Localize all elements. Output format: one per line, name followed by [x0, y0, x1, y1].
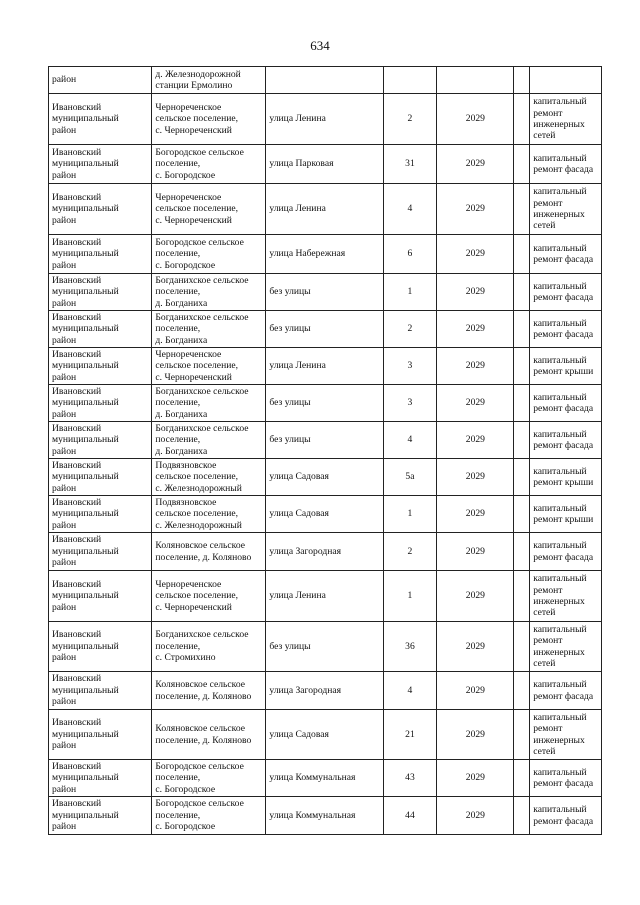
- cell-work-type: капитальный ремонт фасада: [530, 797, 602, 835]
- cell-work-type: капитальный ремонт фасада: [530, 422, 602, 459]
- cell-year: 2029: [437, 797, 514, 835]
- cell-blank: [514, 274, 530, 311]
- cell-district: Ивановский муниципальный район: [49, 311, 152, 348]
- cell-house: 44: [383, 797, 437, 835]
- cell-blank: [514, 797, 530, 835]
- cell-house: 6: [383, 235, 437, 274]
- cell-settlement: д. Железнодорожной станции Ермолино: [152, 67, 266, 94]
- table-row: [49, 311, 602, 348]
- table-row: [49, 571, 602, 622]
- cell-house: 2: [383, 533, 437, 571]
- cell-street: улица Садовая: [266, 459, 383, 496]
- cell-work-type: капитальный ремонт фасада: [530, 311, 602, 348]
- cell-settlement: Чернореченское сельское поселение, с. Чернореченский: [152, 184, 266, 235]
- cell-year: 2029: [437, 385, 514, 422]
- cell-blank: [514, 184, 530, 235]
- cell-street: улица Ленина: [266, 571, 383, 622]
- cell-blank: [514, 496, 530, 533]
- cell-house: 2: [383, 94, 437, 145]
- cell-year: 2029: [437, 274, 514, 311]
- cell-blank: [514, 94, 530, 145]
- cell-blank: [514, 145, 530, 184]
- cell-blank: [514, 311, 530, 348]
- cell-house: 4: [383, 422, 437, 459]
- cell-house: 21: [383, 710, 437, 760]
- table-row: [49, 274, 602, 311]
- repair-schedule-table: [48, 66, 602, 835]
- cell-settlement: Богородское сельское поселение, с. Богородское: [152, 235, 266, 274]
- cell-settlement: Богданихское сельское поселение, д. Богданиха: [152, 274, 266, 311]
- cell-street: улица Ленина: [266, 94, 383, 145]
- cell-work-type: капитальный ремонт фасада: [530, 533, 602, 571]
- cell-district: Ивановский муниципальный район: [49, 184, 152, 235]
- cell-work-type: [530, 67, 602, 94]
- table-row: [49, 622, 602, 672]
- cell-street: улица Садовая: [266, 710, 383, 760]
- cell-settlement: Чернореченское сельское поселение, с. Чернореченский: [152, 571, 266, 622]
- cell-blank: [514, 235, 530, 274]
- cell-street: без улицы: [266, 422, 383, 459]
- cell-district: Ивановский муниципальный район: [49, 459, 152, 496]
- table-row: [49, 385, 602, 422]
- cell-year: 2029: [437, 672, 514, 710]
- cell-street: улица Загородная: [266, 672, 383, 710]
- cell-district: Ивановский муниципальный район: [49, 496, 152, 533]
- cell-year: 2029: [437, 760, 514, 797]
- cell-settlement: Коляновское сельское поселение, д. Коляново: [152, 710, 266, 760]
- cell-district: Ивановский муниципальный район: [49, 710, 152, 760]
- cell-year: 2029: [437, 533, 514, 571]
- cell-year: 2029: [437, 311, 514, 348]
- cell-district: Ивановский муниципальный район: [49, 385, 152, 422]
- cell-year: 2029: [437, 94, 514, 145]
- table-row: [49, 797, 602, 835]
- cell-street: улица Коммунальная: [266, 797, 383, 835]
- cell-district: Ивановский муниципальный район: [49, 422, 152, 459]
- page-number: 634: [310, 38, 330, 53]
- cell-street: без улицы: [266, 385, 383, 422]
- cell-year: 2029: [437, 422, 514, 459]
- cell-blank: [514, 571, 530, 622]
- cell-settlement: Богородское сельское поселение, с. Богородское: [152, 797, 266, 835]
- table-row: [49, 348, 602, 385]
- cell-year: 2029: [437, 622, 514, 672]
- cell-blank: [514, 710, 530, 760]
- cell-district: Ивановский муниципальный район: [49, 797, 152, 835]
- table-row: [49, 672, 602, 710]
- cell-house: 3: [383, 385, 437, 422]
- table-row: [49, 235, 602, 274]
- cell-house: 4: [383, 672, 437, 710]
- cell-blank: [514, 459, 530, 496]
- cell-settlement: Коляновское сельское поселение, д. Коляново: [152, 672, 266, 710]
- cell-district: Ивановский муниципальный район: [49, 533, 152, 571]
- cell-street: без улицы: [266, 274, 383, 311]
- cell-street: улица Загородная: [266, 533, 383, 571]
- cell-blank: [514, 422, 530, 459]
- table-row: [49, 459, 602, 496]
- cell-year: 2029: [437, 348, 514, 385]
- cell-settlement: Богородское сельское поселение, с. Богородское: [152, 145, 266, 184]
- cell-year: 2029: [437, 710, 514, 760]
- cell-work-type: капитальный ремонт инженерных сетей: [530, 710, 602, 760]
- cell-work-type: капитальный ремонт фасада: [530, 760, 602, 797]
- cell-house: 4: [383, 184, 437, 235]
- cell-street: улица Ленина: [266, 184, 383, 235]
- cell-work-type: капитальный ремонт инженерных сетей: [530, 622, 602, 672]
- cell-work-type: капитальный ремонт фасада: [530, 385, 602, 422]
- cell-year: 2029: [437, 571, 514, 622]
- cell-work-type: капитальный ремонт фасада: [530, 672, 602, 710]
- cell-settlement: Богданихское сельское поселение, с. Стромихино: [152, 622, 266, 672]
- cell-street: улица Набережная: [266, 235, 383, 274]
- cell-house: 5а: [383, 459, 437, 496]
- cell-house: 31: [383, 145, 437, 184]
- cell-district: район: [49, 67, 152, 94]
- cell-work-type: капитальный ремонт фасада: [530, 235, 602, 274]
- table-row-continued: [49, 67, 602, 94]
- cell-year: 2029: [437, 459, 514, 496]
- cell-blank: [514, 533, 530, 571]
- cell-work-type: капитальный ремонт инженерных сетей: [530, 571, 602, 622]
- cell-settlement: Богданихское сельское поселение, д. Богданиха: [152, 311, 266, 348]
- cell-district: Ивановский муниципальный район: [49, 571, 152, 622]
- cell-street: улица Садовая: [266, 496, 383, 533]
- table-row: [49, 94, 602, 145]
- cell-district: Ивановский муниципальный район: [49, 94, 152, 145]
- cell-settlement: Подвязновское сельское поселение, с. Железнодорожный: [152, 459, 266, 496]
- cell-work-type: капитальный ремонт фасада: [530, 274, 602, 311]
- cell-year: 2029: [437, 145, 514, 184]
- cell-settlement: Богородское сельское поселение, с. Богородское: [152, 760, 266, 797]
- cell-year: [437, 67, 514, 94]
- cell-house: 1: [383, 571, 437, 622]
- cell-year: 2029: [437, 184, 514, 235]
- cell-street: без улицы: [266, 622, 383, 672]
- cell-district: Ивановский муниципальный район: [49, 235, 152, 274]
- cell-work-type: капитальный ремонт инженерных сетей: [530, 184, 602, 235]
- cell-blank: [514, 672, 530, 710]
- cell-street: улица Парковая: [266, 145, 383, 184]
- cell-district: Ивановский муниципальный район: [49, 622, 152, 672]
- cell-blank: [514, 760, 530, 797]
- cell-district: Ивановский муниципальный район: [49, 672, 152, 710]
- table-row: [49, 533, 602, 571]
- cell-house: 36: [383, 622, 437, 672]
- table-row: [49, 145, 602, 184]
- cell-work-type: капитальный ремонт инженерных сетей: [530, 94, 602, 145]
- cell-district: Ивановский муниципальный район: [49, 760, 152, 797]
- cell-house: 1: [383, 496, 437, 533]
- cell-district: Ивановский муниципальный район: [49, 348, 152, 385]
- cell-work-type: капитальный ремонт крыши: [530, 459, 602, 496]
- cell-house: 43: [383, 760, 437, 797]
- cell-blank: [514, 622, 530, 672]
- cell-street: без улицы: [266, 311, 383, 348]
- cell-work-type: капитальный ремонт крыши: [530, 496, 602, 533]
- cell-blank: [514, 67, 530, 94]
- cell-house: 1: [383, 274, 437, 311]
- cell-settlement: Подвязновское сельское поселение, с. Железнодорожный: [152, 496, 266, 533]
- cell-year: 2029: [437, 496, 514, 533]
- table-row: [49, 760, 602, 797]
- cell-settlement: Чернореченское сельское поселение, с. Чернореченский: [152, 94, 266, 145]
- cell-street: [266, 67, 383, 94]
- cell-blank: [514, 348, 530, 385]
- table-row: [49, 422, 602, 459]
- cell-settlement: Чернореченское сельское поселение, с. Чернореченский: [152, 348, 266, 385]
- cell-settlement: Богданихское сельское поселение, д. Богданиха: [152, 422, 266, 459]
- cell-year: 2029: [437, 235, 514, 274]
- cell-blank: [514, 385, 530, 422]
- cell-work-type: капитальный ремонт крыши: [530, 348, 602, 385]
- cell-house: [383, 67, 437, 94]
- table-row: [49, 496, 602, 533]
- cell-settlement: Коляновское сельское поселение, д. Коляново: [152, 533, 266, 571]
- cell-district: Ивановский муниципальный район: [49, 145, 152, 184]
- cell-settlement: Богданихское сельское поселение, д. Богданиха: [152, 385, 266, 422]
- cell-district: Ивановский муниципальный район: [49, 274, 152, 311]
- table-row: [49, 710, 602, 760]
- cell-work-type: капитальный ремонт фасада: [530, 145, 602, 184]
- cell-street: улица Коммунальная: [266, 760, 383, 797]
- cell-house: 3: [383, 348, 437, 385]
- cell-house: 2: [383, 311, 437, 348]
- cell-street: улица Ленина: [266, 348, 383, 385]
- table-row: [49, 184, 602, 235]
